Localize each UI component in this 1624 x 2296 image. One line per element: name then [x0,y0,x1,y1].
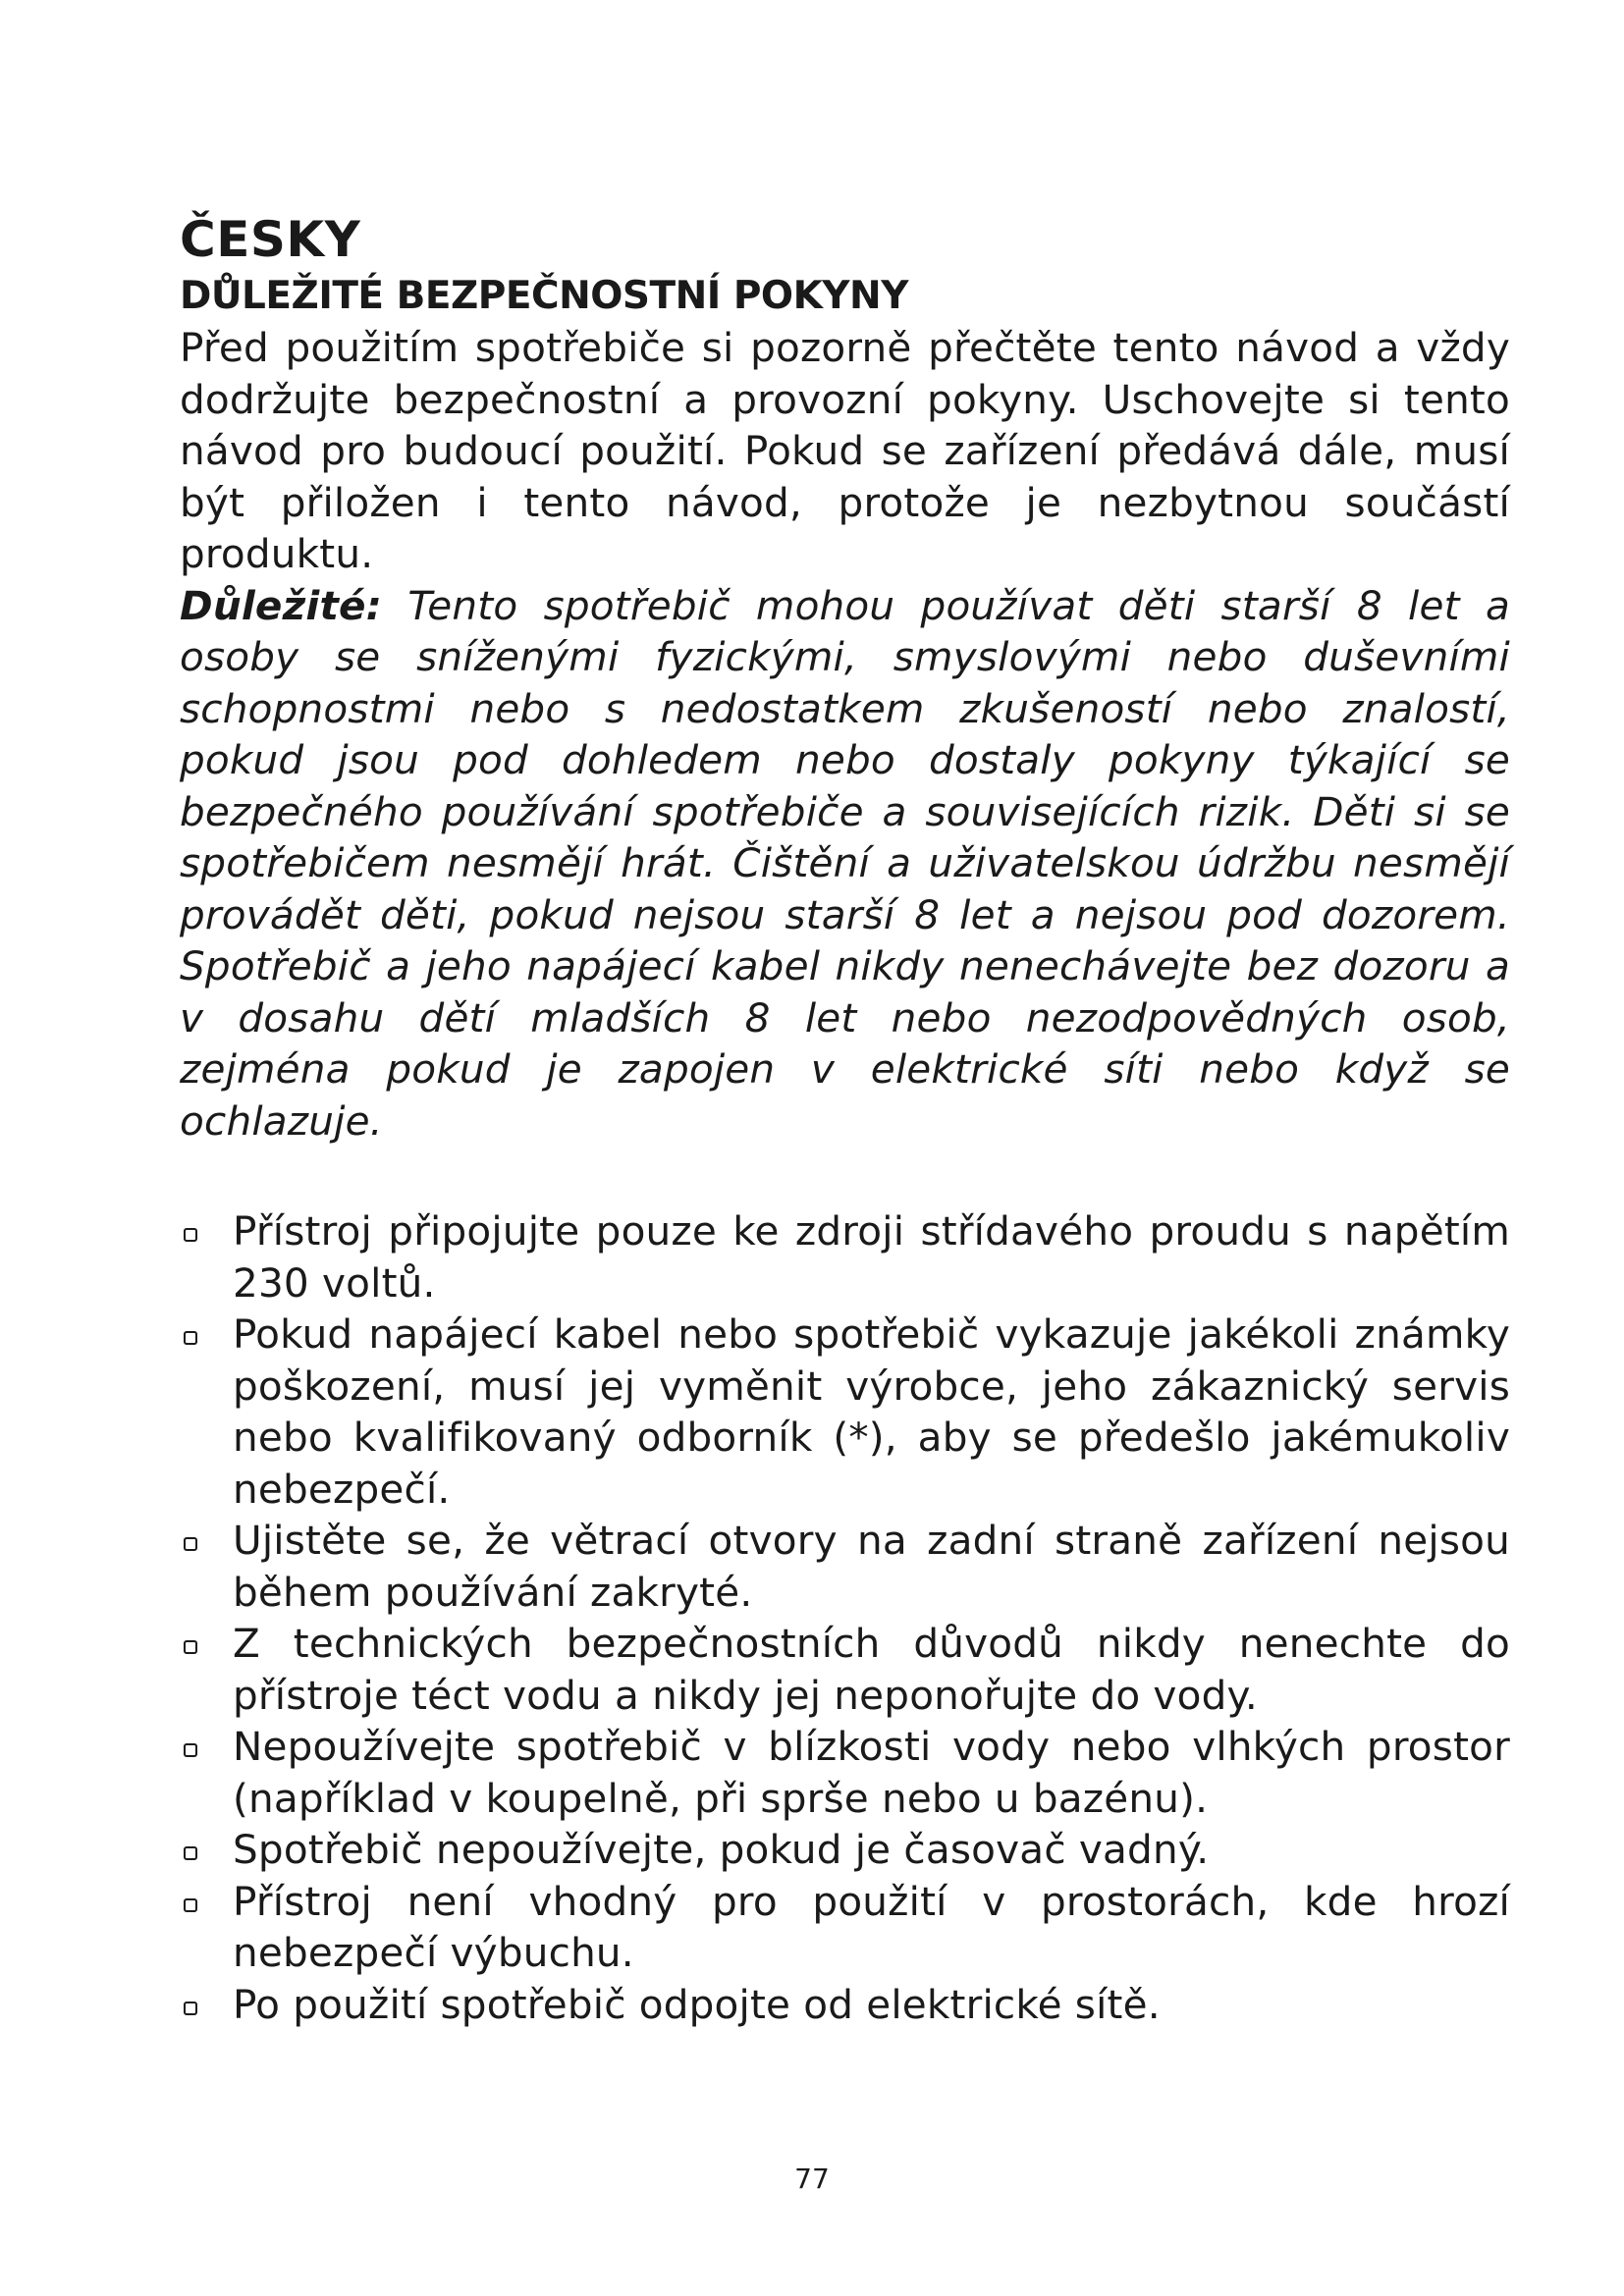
page-content [180,208,1510,2030]
list-item [180,1618,1510,1721]
list-item-text: Přístroj není vhodný pro použití v prostorách, kde hrozí nebezpečí výbuchu. [233,1877,1510,1976]
warning-label: Důležité: [180,581,383,629]
list-item [180,1205,1510,1308]
intro-paragraph: Před použitím spotřebiče si pozorně přečtěte tento návod a vždy dodržujte bezpečnostní a provozní pokyny. Uschovejte si tento návod pro budoucí použití. Pokud se zařízení předává dále, musí být přiložen i tento návod, protože je nezbytnou součástí produktu. [180,324,1510,577]
language-heading: ČESKY [180,211,361,268]
list-item-text: Z technických bezpečnostních důvodů nikdy nenechte do přístroje téct vodu a nikdy jej neponořujte do vody. [233,1620,1510,1719]
square-bullet-icon [184,1331,197,1345]
square-bullet-icon [184,1228,197,1242]
square-bullet-icon [184,1640,197,1654]
list-item [180,1876,1510,1979]
square-bullet-icon [184,1537,197,1551]
list-item-text: Pokud napájecí kabel nebo spotřebič vykazuje jakékoli známky poškození, musí jej vyměnit výrobce, jeho zákaznický servis nebo kvalifikovaný odborník (*), aby se předešlo jakémukoliv nebezpečí. [233,1310,1510,1513]
square-bullet-icon [184,2002,197,2015]
section-heading: DŮLEŽITÉ BEZPEČNOSTNÍ POKYNY [180,274,908,318]
list-item-text: Nepoužívejte spotřebič v blízkosti vody nebo vlhkých prostor (například v koupelně, při sprše nebo u bazénu). [233,1723,1510,1822]
list-item [180,1515,1510,1618]
list-item [180,1979,1510,2031]
list-item [180,1721,1510,1824]
square-bullet-icon [184,1743,197,1757]
page-number: 77 [794,2163,830,2195]
list-item-text: Přístroj připojujte pouze ke zdroji střídavého proudu s napětím 230 voltů. [233,1207,1510,1307]
square-bullet-icon [184,1846,197,1860]
square-bullet-icon [184,1898,197,1912]
list-item-text: Spotřebič nepoužívejte, pokud je časovač vadný. [233,1826,1210,1873]
list-item [180,1824,1510,1876]
list-item [180,1308,1510,1515]
list-item-text: Ujistěte se, že větrací otvory na zadní straně zařízení nejsou během používání zakryté. [233,1517,1510,1616]
safety-instructions-list [180,1205,1510,2030]
list-item-text: Po použití spotřebič odpojte od elektrické sítě. [233,1980,1161,2028]
warning-text: Tento spotřebič mohou používat děti starší 8 let a osoby se sníženými fyzickými, smyslovými nebo duševními schopnostmi nebo s nedostatkem zkušeností nebo znalostí, pokud jsou pod dohledem nebo dostaly pokyny týkající se bezpečného používání spotřebiče a souvisejících rizik. Děti si se spotřebičem nesmějí hrát. Čištění a uživatelskou údržbu nesmějí provádět děti, pokud nejsou starší 8 let a nejsou pod dozorem. Spotřebič a jeho napájecí kabel nikdy nenechávejte bez dozoru a v dosahu dětí mladších 8 let nebo nezodpovědných osob, zejména pokud je zapojen v elektrické síti nebo když se ochlazuje. [180,581,1510,1145]
warning-paragraph [180,580,1510,1148]
